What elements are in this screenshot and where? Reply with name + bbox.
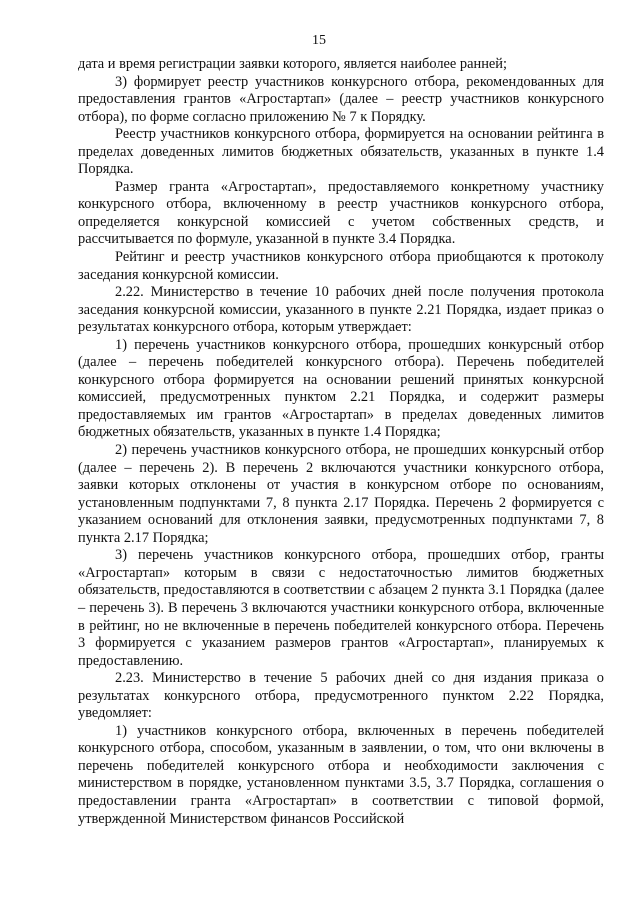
paragraph-registry-formation: Реестр участников конкурсного отбора, формируется на основании рейтинга в пределах доведенных лимитов бюджетных обязательств, указанных в пункте 1.4 Порядка.	[78, 126, 604, 178]
paragraph-section-2-22: 2.22. Министерство в течение 10 рабочих дней после получения протокола заседания конкурсной комиссии, указанного в пункте 2.21 Порядка, издает приказ о результатах конкурсного отбора, которым утверждает:	[78, 284, 604, 336]
page-number: 15	[312, 33, 326, 48]
paragraph-grant-size: Размер гранта «Агростартап», предоставляемого конкретному участнику конкурсного отбора, включенному в реестр участников конкурсного отбора, определяется конкурсной комиссией с учетом собственных средств, и рассчитывается по формуле, указанной в пункте 3.4 Порядка.	[78, 178, 604, 248]
paragraph-list-1-winners: 1) перечень участников конкурсного отбора, прошедших конкурсный отбор (далее – перечень победителей конкурсного отбора). Перечень победителей конкурсного отбора формируется на основании решений принятых конкурсной комиссией, предусмотренных пунктом 2.21 Порядка, и содержит размеры предоставляемых им грантов «Агростартап» в пределах доведенных лимитов бюджетных обязательств, указанных в пункте 1.4 Порядка;	[78, 336, 604, 441]
paragraph-registration-date: дата и время регистрации заявки которого, является наиболее ранней;	[78, 56, 507, 72]
paragraph-item-3-registry: 3) формирует реестр участников конкурсного отбора, рекомендованных для предоставления грантов «Агростартап» (далее – реестр участников конкурсного отбора), по форме согласно приложению № 7 к Порядку.	[78, 73, 604, 125]
paragraph-section-2-23: 2.23. Министерство в течение 5 рабочих дней со дня издания приказа о результатах конкурсного отбора, предусмотренного пунктом 2.22 Порядка, уведомляет:	[78, 670, 604, 722]
paragraph-list-3-reserve: 3) перечень участников конкурсного отбора, прошедших отбор, гранты «Агростартап» которым в связи с недостаточностью лимитов бюджетных обязательств, предоставляются в соответствии с абзацем 2 пункта 3.1 Порядка (далее – перечень 3). В перечень 3 включаются участники конкурсного отбора, включенные в рейтинг, но не включенные в перечень победителей конкурсного отбора. Перечень 3 формируется с указанием размеров грантов «Агростартап», планируемых к предоставлению.	[78, 547, 604, 669]
paragraph-rating-attached: Рейтинг и реестр участников конкурсного отбора приобщаются к протоколу заседания конкурсной комиссии.	[78, 249, 604, 283]
paragraph-list-2-rejected: 2) перечень участников конкурсного отбора, не прошедших конкурсный отбор (далее – перечень 2). В перечень 2 включаются участники конкурсного отбора, заявки которых отклонены от участия в конкурсном отборе по основаниям, установленным подпунктами 7, 8 пункта 2.17 Порядка. Перечень 2 формируется с указанием оснований для отклонения заявки, предусмотренных подпунктами 7, 8 пункта 2.17 Порядка;	[78, 442, 604, 546]
paragraph-notify-winners: 1) участников конкурсного отбора, включенных в перечень победителей конкурсного отбора, способом, указанным в заявлении, о том, что они включены в перечень победителей конкурсного отбора и необходимости заключения с министерством в порядке, установленном пунктами 3.5, 3.7 Порядка, соглашения о предоставлении гранта «Агростартап» в соответствии с типовой формой, утвержденной Министерством финансов Российской	[78, 722, 604, 827]
document-body	[78, 56, 604, 828]
